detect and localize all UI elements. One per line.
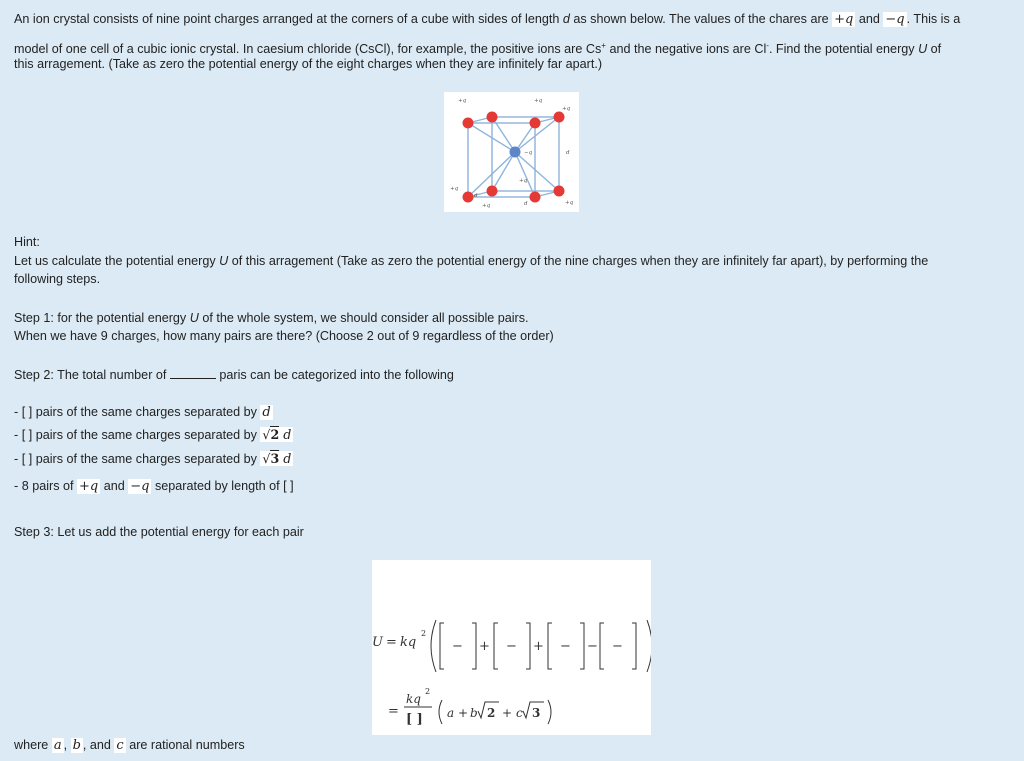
step1-line-1: Step 1: for the potential energy U of the whole system, we should consider all possible pairs. [14,311,529,325]
plus-a: + [458,706,469,720]
minus-q-symbol: −q [885,12,905,27]
sqrt-2-d: √2 d [262,427,292,442]
plus-q-symbol: +q [834,12,854,27]
plus-2: + [533,639,544,654]
bracket-1-left [440,623,444,669]
coef-b: b [470,706,478,720]
coef-a: a [447,706,455,720]
plus-1: + [479,639,490,654]
formula-image [372,560,651,735]
formula-svg [372,560,651,735]
step1-line-2: When we have 9 charges, how many pairs are there? (Choose 2 out of 9 regardless of the order) [14,329,554,343]
minus-3: − [560,639,571,654]
formula-kq: kq [400,635,417,650]
big-right-paren [647,620,651,672]
paren-left [439,700,442,724]
bracket-4-left [600,623,604,669]
cube-diagram [444,92,579,212]
step2-heading: Step 2: The total number of paris can be categorized into the following [14,368,454,382]
label-top-mid-q: +q [534,98,543,104]
hint-line-2: following steps. [14,272,101,286]
label-center-q: −q [524,150,533,156]
formula-eq-2: = [388,704,399,719]
paren-right [548,700,551,724]
charge-positive [463,192,474,203]
formula-exp: 2 [421,629,427,638]
hint-line-1: Let us calculate the potential energy U of this arragement (Take as zero the potential energy of the nine charges when they are infinitely far apart), by performing the [14,254,929,268]
step2-item-2: - [ ] pairs of the same charges separated by √2 d [14,427,292,442]
charge-positive [487,186,498,197]
sqrt-3-d: √3 d [262,451,292,466]
bracket-3-right [580,623,584,669]
charge-positive [530,118,541,129]
cube-figure [444,92,579,212]
pairs-count-blank[interactable] [170,367,216,379]
charge-negative-center [510,147,521,158]
coef-c: c [516,706,523,720]
minus-1: − [452,639,463,654]
label-bottom-left-q: +q [482,203,491,209]
bracket-4-right [632,623,636,669]
step2-item-1: - [ ] pairs of the same charges separated by d [14,405,271,420]
formula-kq-2: kq [406,692,421,706]
label-right-d: d [566,150,570,156]
formula-exp-2: 2 [425,687,431,696]
step3-heading: Step 3: Let us add the potential energy for each pair [14,525,304,539]
charge-positive [530,192,541,203]
footer-line: where a , b , and c are rational numbers [14,738,245,753]
root-3: 3 [532,706,541,720]
big-left-paren [431,620,436,672]
label-bottom-left-d: d [474,193,478,199]
minus-between: − [587,639,598,654]
step2-item-3: - [ ] pairs of the same charges separated by √3 d [14,451,292,466]
label-top-left-q: +q [458,98,467,104]
plus-b: + [502,706,513,720]
label-top-right-q: +q [562,106,571,112]
hint-title: Hint: [14,235,40,249]
charge-positive [463,118,474,129]
bracket-1-right [472,623,476,669]
label-left-q: +q [450,186,459,192]
label-bottom-right-q: +q [565,200,574,206]
root-2: 2 [487,706,496,720]
minus-2: − [506,639,517,654]
step2-item-4: - 8 pairs of +q and −q separated by length of [ ] [14,479,294,494]
charge-positive [487,112,498,123]
bracket-3-left [548,623,552,669]
bracket-2-left [494,623,498,669]
formula-eq-1: = [386,635,397,650]
charge-positive [554,112,565,123]
minus-4: − [612,639,623,654]
label-bottom-inner-q: +q [519,178,528,184]
intro-line-3: this arragement. (Take as zero the potential energy of the eight charges when they are infinitely far apart.) [14,57,603,71]
label-bottom-d: d [524,201,528,207]
bracket-2-right [526,623,530,669]
intro-line-1: An ion crystal consists of nine point charges arranged at the corners of a cube with sides of length d as shown below. The values of the chares are +q and −q . This is a [14,12,961,27]
intro-line-2: model of one cell of a cubic ionic crystal. In caesium chloride (CsCl), for example, the positive ions are Cs+ and the negative ions are Cl-. Find the potential energy U of [14,41,942,57]
formula-U: U [372,635,383,650]
charge-positive [554,186,565,197]
denominator-bracket: [ ] [406,712,423,727]
